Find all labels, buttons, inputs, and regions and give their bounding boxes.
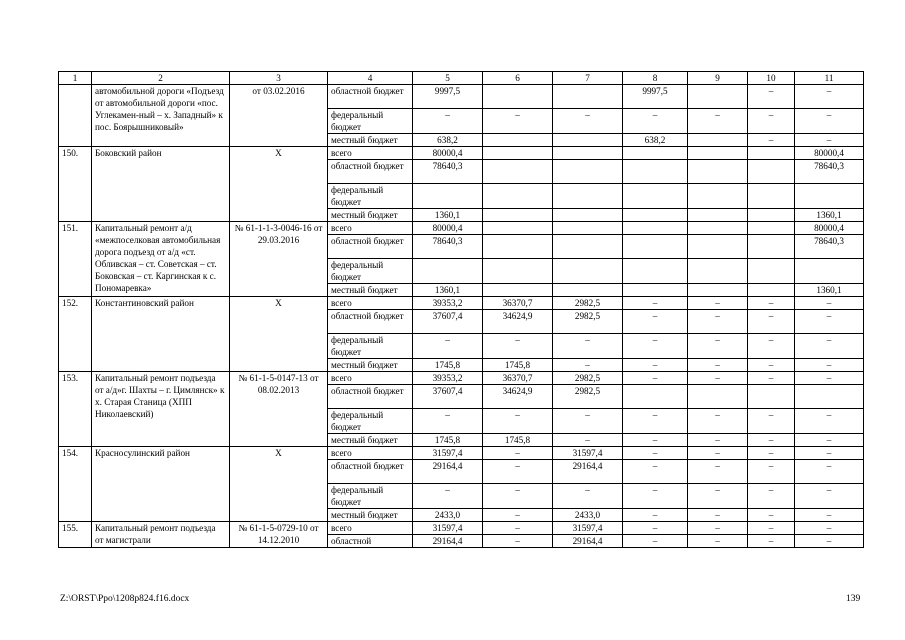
amount-cell-c8 [623,284,688,297]
amount-cell-c6: 36370,7 [483,372,553,385]
column-number-cell: 3 [230,72,328,85]
amount-cell-c7: 31597,4 [553,447,623,460]
amount-cell-c7 [553,284,623,297]
amount-cell-c6 [483,259,553,284]
amount-cell-c5: 29164,4 [413,460,483,484]
amount-cell-c6 [483,235,553,259]
amount-cell-c5 [413,184,483,209]
funding-source: всего [328,222,413,235]
amount-cell-c9 [688,147,748,160]
amount-cell-c8: – [623,522,688,535]
amount-cell-c7 [553,147,623,160]
amount-cell-c7 [553,134,623,147]
amount-cell-c7 [553,235,623,259]
amount-cell-c7 [553,184,623,209]
column-number-cell: 5 [413,72,483,85]
funding-source: местный бюджет [328,134,413,147]
funding-source: федеральный бюджет [328,334,413,359]
document-reference: Х [230,447,328,522]
column-number-cell: 7 [553,72,623,85]
amount-cell-c11: 1360,1 [795,284,864,297]
amount-cell-c6 [483,134,553,147]
amount-cell-c11: 1360,1 [795,209,864,222]
funding-source: федеральный бюджет [328,109,413,134]
amount-cell-c5: – [413,109,483,134]
amount-cell-c9: – [688,334,748,359]
amount-cell-c10 [748,147,795,160]
amount-cell-c5: 78640,3 [413,235,483,259]
amount-cell-c5 [413,259,483,284]
amount-cell-c5: – [413,409,483,434]
amount-cell-c10 [748,184,795,209]
funding-source: всего [328,522,413,535]
amount-cell-c9: – [688,372,748,385]
amount-cell-c11 [795,259,864,284]
amount-cell-c8: – [623,310,688,334]
funding-source: местный бюджет [328,359,413,372]
amount-cell-c10 [748,385,795,409]
amount-cell-c11: – [795,434,864,447]
amount-cell-c7: – [553,434,623,447]
column-number-cell: 6 [483,72,553,85]
amount-cell-c10: – [748,134,795,147]
amount-cell-c10: – [748,447,795,460]
funding-source: всего [328,372,413,385]
amount-cell-c5: 78640,3 [413,160,483,184]
amount-cell-c9: – [688,359,748,372]
amount-cell-c5: 9997,5 [413,85,483,109]
amount-cell-c7 [553,259,623,284]
amount-cell-c8 [623,160,688,184]
amount-cell-c6: – [483,535,553,548]
amount-cell-c5: 2433,0 [413,509,483,522]
row-number: 154. [59,447,92,522]
amount-cell-c6 [483,222,553,235]
funding-source: федеральный бюджет [328,259,413,284]
amount-cell-c10: – [748,85,795,109]
page-number: 139 [846,594,861,604]
document-reference: № 61-1-1-3-0046-16 от 29.03.2016 [230,222,328,297]
amount-cell-c11 [795,385,864,409]
column-number-cell: 10 [748,72,795,85]
amount-cell-c11: 80000,4 [795,222,864,235]
funding-source: областной бюджет [328,160,413,184]
amount-cell-c10 [748,284,795,297]
funding-source: областной бюджет [328,235,413,259]
funding-source: всего [328,297,413,310]
amount-cell-c6: 1745,8 [483,434,553,447]
row-number [59,85,92,147]
amount-cell-c9 [688,284,748,297]
column-number-cell: 9 [688,72,748,85]
amount-cell-c11: – [795,447,864,460]
funding-source: местный бюджет [328,434,413,447]
amount-cell-c9: – [688,434,748,447]
budget-table [58,71,864,548]
amount-cell-c5: – [413,334,483,359]
object-name: автомобильной дороги «Подъезд от автомобильной дороги «пос. Углекамен-ный – х. Западный» к пос. Боярышниковый» [92,85,230,147]
amount-cell-c7: – [553,359,623,372]
amount-cell-c11: – [795,372,864,385]
row-number: 153. [59,372,92,447]
file-path: Z:\ORST\Ppo\1208p824.f16.docx [60,594,190,604]
amount-cell-c5: 31597,4 [413,447,483,460]
amount-cell-c10: – [748,409,795,434]
amount-cell-c9 [688,160,748,184]
amount-cell-c10: – [748,535,795,548]
amount-cell-c6: – [483,460,553,484]
document-reference: № 61-1-5-0147-13 от 08.02.2013 [230,372,328,447]
amount-cell-c6: – [483,522,553,535]
amount-cell-c11: 78640,3 [795,160,864,184]
amount-cell-c6: – [483,484,553,509]
amount-cell-c8: – [623,334,688,359]
amount-cell-c7: 29164,4 [553,460,623,484]
amount-cell-c11: – [795,535,864,548]
amount-cell-c7: – [553,334,623,359]
amount-cell-c11: 78640,3 [795,235,864,259]
amount-cell-c10: – [748,484,795,509]
amount-cell-c5: 39353,2 [413,297,483,310]
amount-cell-c11: – [795,409,864,434]
amount-cell-c8: – [623,359,688,372]
funding-source: областной бюджет [328,460,413,484]
amount-cell-c5: 1360,1 [413,209,483,222]
amount-cell-c7: 29164,4 [553,535,623,548]
amount-cell-c6: 1745,8 [483,359,553,372]
amount-cell-c7 [553,85,623,109]
amount-cell-c6: 34624,9 [483,385,553,409]
amount-cell-c11: – [795,134,864,147]
amount-cell-c10: – [748,434,795,447]
amount-cell-c11 [795,184,864,209]
document-reference: Х [230,297,328,372]
amount-cell-c8: – [623,509,688,522]
amount-cell-c8: – [623,109,688,134]
amount-cell-c11: 80000,4 [795,147,864,160]
amount-cell-c6 [483,209,553,222]
amount-cell-c10: – [748,109,795,134]
amount-cell-c7: 2982,5 [553,297,623,310]
amount-cell-c7: 31597,4 [553,522,623,535]
amount-cell-c9 [688,222,748,235]
table-row [59,447,864,460]
amount-cell-c8: – [623,297,688,310]
amount-cell-c5: 37607,4 [413,385,483,409]
amount-cell-c11: – [795,460,864,484]
amount-cell-c9: – [688,484,748,509]
amount-cell-c5: 638,2 [413,134,483,147]
amount-cell-c8 [623,259,688,284]
amount-cell-c8 [623,184,688,209]
table-row [59,85,864,109]
amount-cell-c9 [688,235,748,259]
amount-cell-c6: – [483,409,553,434]
column-number-cell: 11 [795,72,864,85]
object-name: Красносулинский район [92,447,230,522]
funding-source: областной [328,535,413,548]
amount-cell-c8: 638,2 [623,134,688,147]
amount-cell-c8: – [623,460,688,484]
amount-cell-c10 [748,222,795,235]
column-number-cell: 8 [623,72,688,85]
table-row [59,222,864,235]
amount-cell-c8: – [623,447,688,460]
funding-source: федеральный бюджет [328,184,413,209]
table-row [59,297,864,310]
amount-cell-c8 [623,209,688,222]
row-number: 150. [59,147,92,222]
amount-cell-c11: – [795,85,864,109]
amount-cell-c5: 37607,4 [413,310,483,334]
amount-cell-c8: 9997,5 [623,85,688,109]
object-name: Боковский район [92,147,230,222]
table-row [59,522,864,535]
amount-cell-c10: – [748,359,795,372]
funding-source: местный бюджет [328,509,413,522]
amount-cell-c9: – [688,509,748,522]
amount-cell-c11: – [795,522,864,535]
object-name: Капитальный ремонт а/д «межпоселковая автомобильная дорога подъезд от а/д «ст. Обливская – ст. Советская – ст. Боковская – ст. Каргинская к с. Пономаревка» [92,222,230,297]
amount-cell-c6 [483,160,553,184]
amount-cell-c5: 1360,1 [413,284,483,297]
amount-cell-c5: 39353,2 [413,372,483,385]
amount-cell-c10: – [748,297,795,310]
amount-cell-c9 [688,259,748,284]
amount-cell-c5: 1745,8 [413,434,483,447]
amount-cell-c8: – [623,434,688,447]
document-reference: № 61-1-5-0729-10 от 14.12.2010 [230,522,328,548]
amount-cell-c7: – [553,109,623,134]
funding-source: областной бюджет [328,385,413,409]
amount-cell-c8: – [623,535,688,548]
column-number-cell: 2 [92,72,230,85]
amount-cell-c11: – [795,509,864,522]
amount-cell-c7: 2982,5 [553,385,623,409]
funding-source: федеральный бюджет [328,409,413,434]
amount-cell-c7: 2433,0 [553,509,623,522]
amount-cell-c8 [623,235,688,259]
funding-source: местный бюджет [328,284,413,297]
amount-cell-c10 [748,209,795,222]
object-name: Константиновский район [92,297,230,372]
column-number-cell: 4 [328,72,413,85]
amount-cell-c5: – [413,484,483,509]
amount-cell-c6: – [483,334,553,359]
amount-cell-c9: – [688,297,748,310]
amount-cell-c11: – [795,359,864,372]
amount-cell-c6: – [483,447,553,460]
amount-cell-c9: – [688,409,748,434]
amount-cell-c5: 31597,4 [413,522,483,535]
amount-cell-c8: – [623,372,688,385]
amount-cell-c7 [553,160,623,184]
amount-cell-c10 [748,160,795,184]
amount-cell-c10: – [748,372,795,385]
funding-source: областной бюджет [328,310,413,334]
amount-cell-c7 [553,209,623,222]
funding-source: областной бюджет [328,85,413,109]
amount-cell-c9: – [688,460,748,484]
column-number-cell: 1 [59,72,92,85]
amount-cell-c9 [688,184,748,209]
amount-cell-c7 [553,222,623,235]
amount-cell-c6 [483,284,553,297]
row-number: 155. [59,522,92,548]
document-reference: Х [230,147,328,222]
funding-source: всего [328,447,413,460]
row-number: 152. [59,297,92,372]
amount-cell-c9: – [688,447,748,460]
amount-cell-c6 [483,85,553,109]
amount-cell-c10: – [748,310,795,334]
amount-cell-c6 [483,184,553,209]
row-number: 151. [59,222,92,297]
amount-cell-c7: 2982,5 [553,372,623,385]
amount-cell-c10 [748,235,795,259]
amount-cell-c6 [483,147,553,160]
funding-source: всего [328,147,413,160]
amount-cell-c11: – [795,310,864,334]
amount-cell-c11: – [795,334,864,359]
amount-cell-c10: – [748,334,795,359]
table-row [59,147,864,160]
amount-cell-c6: – [483,509,553,522]
amount-cell-c8: – [623,484,688,509]
amount-cell-c11: – [795,109,864,134]
amount-cell-c6: 34624,9 [483,310,553,334]
document-reference: от 03.02.2016 [230,85,328,147]
amount-cell-c9: – [688,310,748,334]
amount-cell-c5: 80000,4 [413,147,483,160]
amount-cell-c6: 36370,7 [483,297,553,310]
amount-cell-c10: – [748,509,795,522]
funding-source: федеральный бюджет [328,484,413,509]
amount-cell-c9 [688,385,748,409]
object-name: Капитальный ремонт подъезда от магистрали [92,522,230,548]
amount-cell-c11: – [795,297,864,310]
amount-cell-c5: 80000,4 [413,222,483,235]
amount-cell-c7: 2982,5 [553,310,623,334]
amount-cell-c6: – [483,109,553,134]
amount-cell-c9 [688,209,748,222]
amount-cell-c8 [623,222,688,235]
object-name: Капитальный ремонт подъезда от а/д»г. Шахты – г. Цимлянск» к х. Старая Станица (ХПП Николаевский) [92,372,230,447]
amount-cell-c8 [623,385,688,409]
amount-cell-c7: – [553,409,623,434]
amount-cell-c5: 29164,4 [413,535,483,548]
amount-cell-c9: – [688,522,748,535]
amount-cell-c11: – [795,484,864,509]
amount-cell-c10: – [748,522,795,535]
funding-source: местный бюджет [328,209,413,222]
amount-cell-c10: – [748,460,795,484]
amount-cell-c9 [688,134,748,147]
amount-cell-c9: – [688,109,748,134]
amount-cell-c8 [623,147,688,160]
amount-cell-c8: – [623,409,688,434]
amount-cell-c5: 1745,8 [413,359,483,372]
amount-cell-c7: – [553,484,623,509]
amount-cell-c9: – [688,535,748,548]
amount-cell-c9 [688,85,748,109]
column-number-row [59,72,864,85]
table-row [59,372,864,385]
amount-cell-c10 [748,259,795,284]
